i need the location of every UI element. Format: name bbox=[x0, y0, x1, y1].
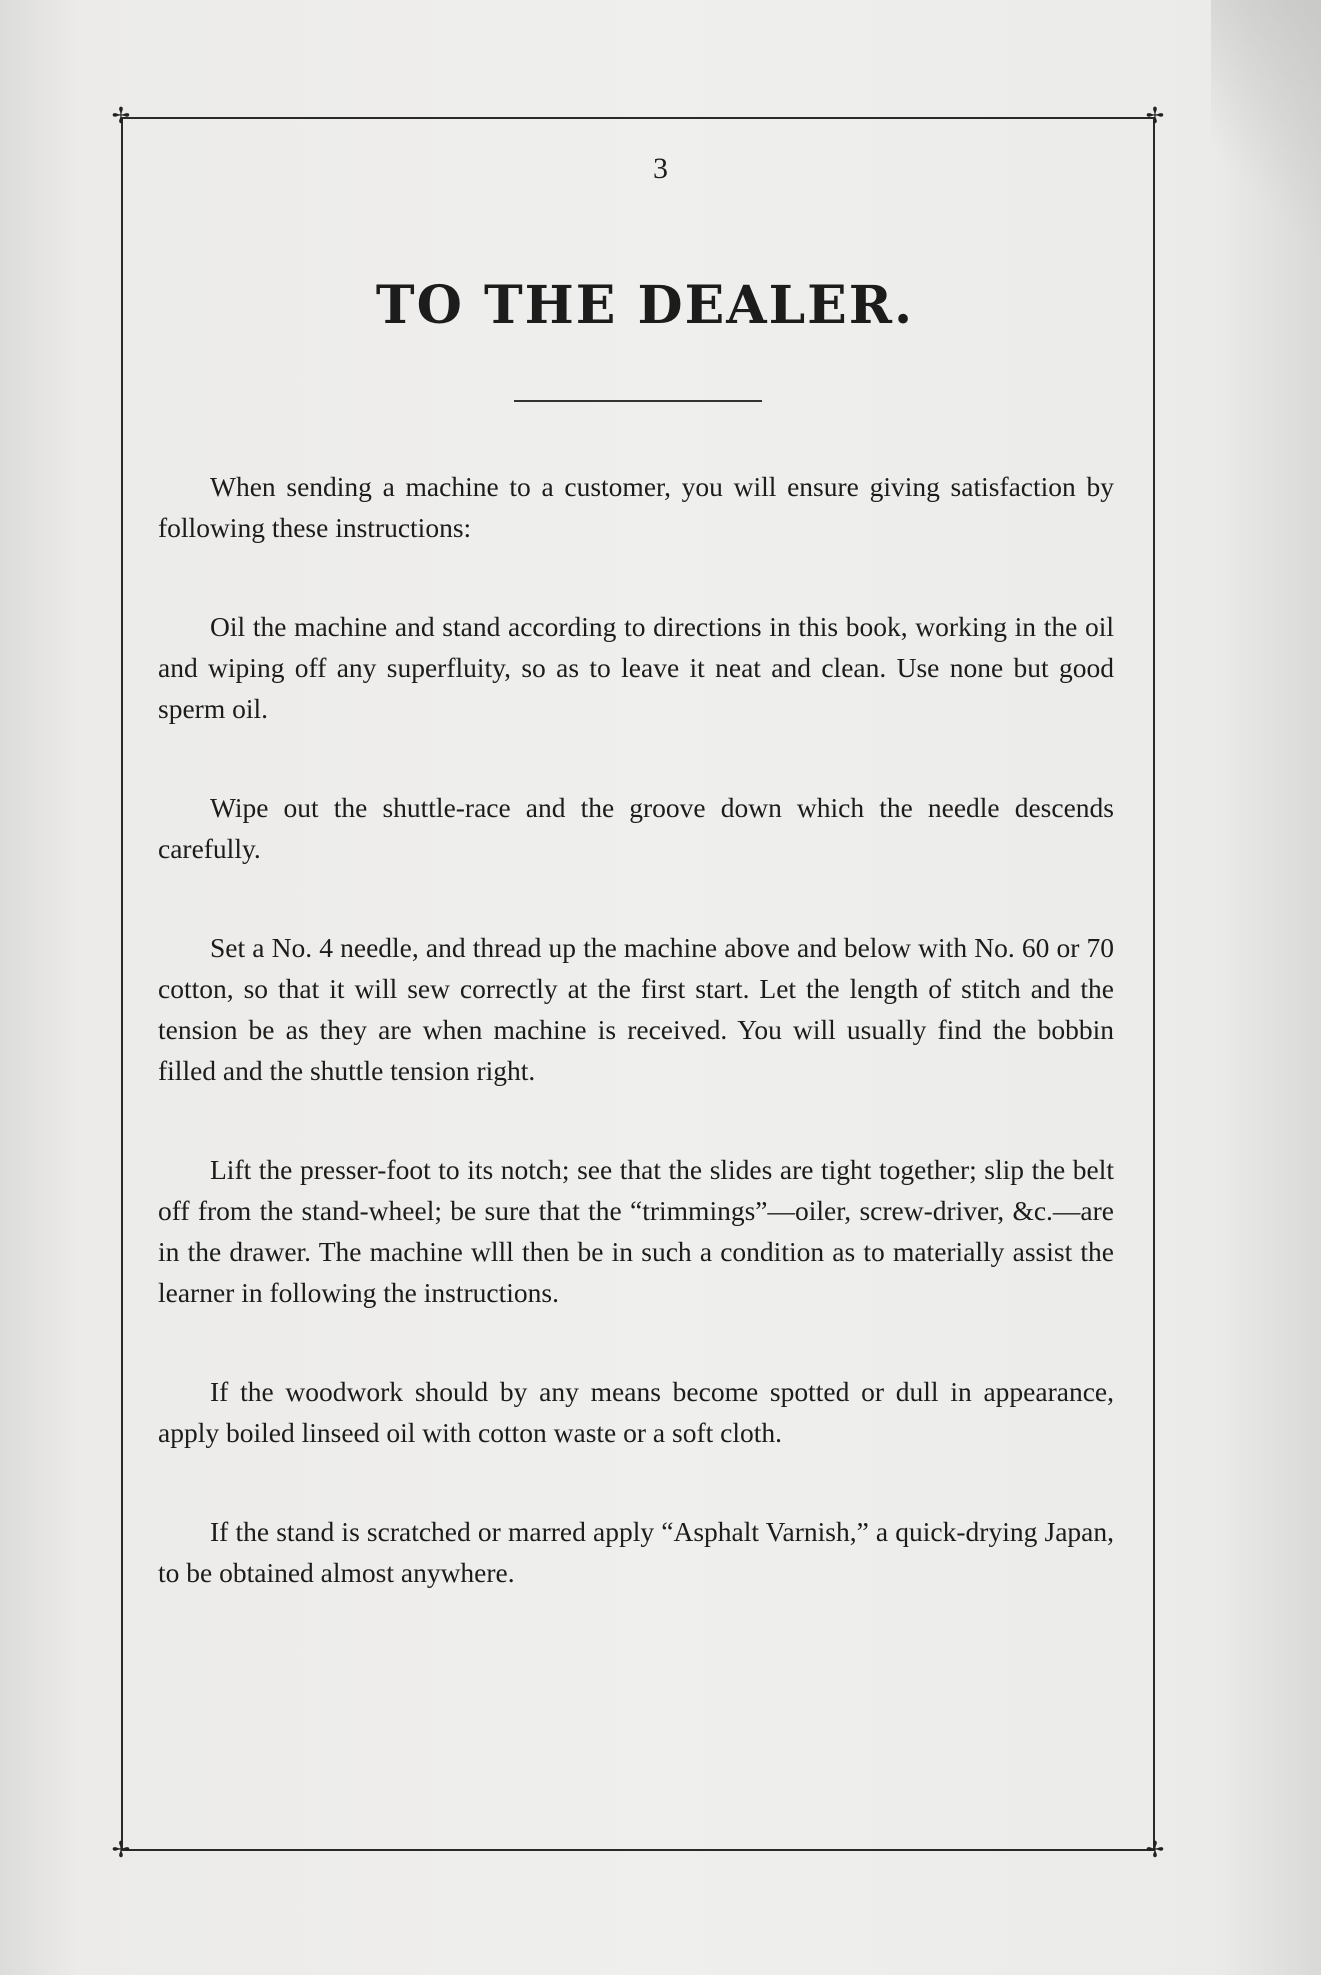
page-corner-shadow bbox=[1211, 0, 1321, 260]
title-divider bbox=[514, 400, 762, 402]
body-text bbox=[158, 466, 1114, 1651]
paragraph-presser-foot: Lift the presser-foot to its notch; see that the slides are tight together; slip the belt off from the stand-wheel; be sure that the “trimmings”—oiler, screw-driver, &c.—are in the drawer. The machine wlll then be in such a condition as to materially assist the learner in following the instructions. bbox=[158, 1154, 1114, 1308]
top-left-cross-ornament-icon: ✢ bbox=[111, 104, 131, 129]
page-title: TO THE DEALER. bbox=[375, 275, 915, 336]
top-right-cross-ornament-icon: ✢ bbox=[1145, 104, 1165, 129]
paragraph-shuttle-race: Wipe out the shuttle-race and the groove down which the needle descends carefully. bbox=[158, 792, 1114, 864]
paragraph-woodwork: If the woodwork should by any means become spotted or dull in appearance, apply boiled linseed oil with cotton waste or a soft cloth. bbox=[158, 1376, 1114, 1448]
page-number: 3 bbox=[653, 152, 668, 185]
paragraph-stand-varnish: If the stand is scratched or marred apply “Asphalt Varnish,” a quick-drying Japan, to be obtained almost anywhere. bbox=[158, 1516, 1114, 1588]
bottom-right-cross-ornament-icon: ✢ bbox=[1145, 1838, 1165, 1863]
bottom-left-cross-ornament-icon: ✢ bbox=[111, 1838, 131, 1863]
paragraph-intro: When sending a machine to a customer, you will ensure giving satisfaction by following these instructions: bbox=[158, 471, 1114, 543]
paragraph-needle-thread: Set a No. 4 needle, and thread up the machine above and below with No. 60 or 70 cotton, so that it will sew correctly at the first start. Let the length of stitch and the tension be as they are when machine is received. You will usually find the bobbin filled and the shuttle tension right. bbox=[158, 932, 1114, 1086]
paragraph-oiling: Oil the machine and stand according to directions in this book, working in the oil and wiping off any superfluity, so as to leave it neat and clean. Use none but good sperm oil. bbox=[158, 611, 1114, 724]
